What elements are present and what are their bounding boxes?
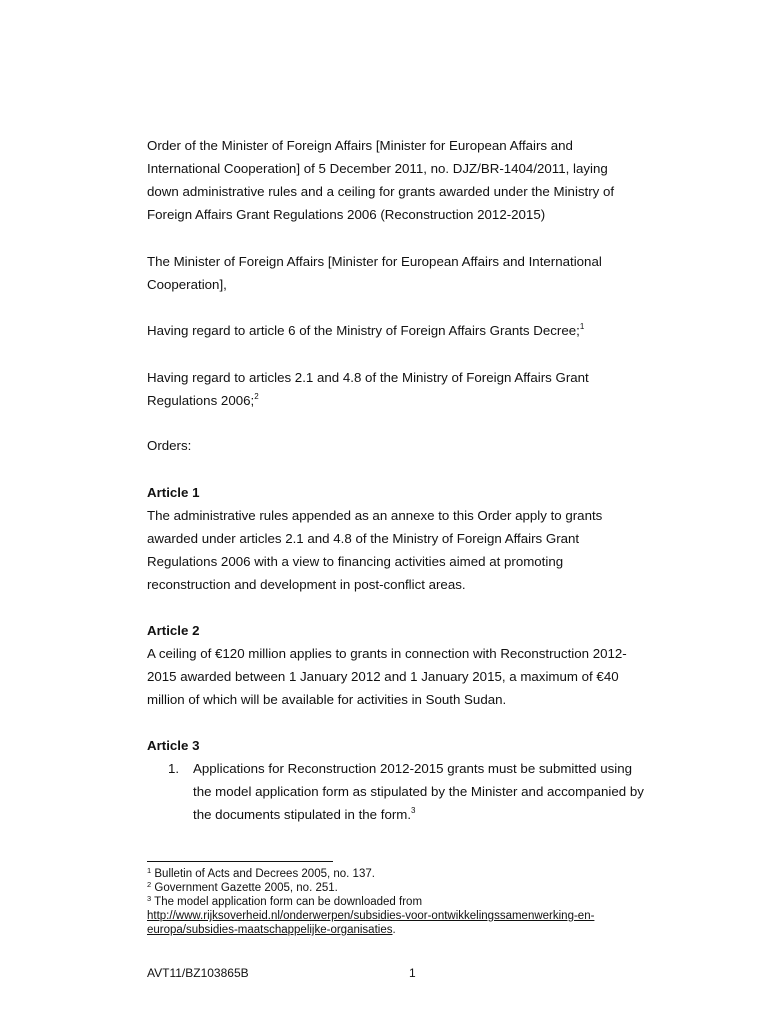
footnote-divider [147, 861, 333, 862]
article-line: 2015 awarded between 1 January 2012 and 1 January 2015, a maximum of €40 [147, 669, 619, 684]
footnote-2 [147, 881, 707, 895]
regard-text: Having regard to article 6 of the Ministry of Foreign Affairs Grants Decree; [147, 323, 580, 338]
footnote-text: Government Gazette 2005, no. 251. [154, 882, 338, 894]
article-heading: Article 3 [147, 738, 200, 753]
article-2 [147, 619, 677, 711]
footnote-number: 2 [147, 880, 152, 889]
list-item-line [193, 803, 688, 826]
orders-label: Orders: [147, 438, 192, 453]
title-line: International Cooperation] of 5 December 2011, no. DJZ/BR-1404/2011, laying [147, 161, 608, 176]
article-heading: Article 1 [147, 485, 200, 500]
title-line: down administrative rules and a ceiling for grants awarded under the Ministry of [147, 184, 615, 199]
regard-line: Having regard to articles 2.1 and 4.8 of the Ministry of Foreign Affairs Grant [147, 370, 589, 385]
minister-paragraph [147, 250, 677, 296]
list-item-line: the model application form as stipulated by the Minister and accompanied by [193, 784, 644, 799]
article-3-heading [147, 734, 677, 757]
minister-line: Cooperation], [147, 277, 227, 292]
list-item-line: Applications for Reconstruction 2012-2015 grants must be submitted using [193, 761, 633, 776]
article-line: Regulations 2006 with a view to financing activities aimed at promoting [147, 554, 564, 569]
footnote-text: The model application form can be downloaded from [154, 896, 423, 908]
regard-paragraph-1 [147, 319, 677, 342]
footnote-text: Bulletin of Acts and Decrees 2005, no. 137. [154, 868, 375, 880]
article-heading: Article 2 [147, 623, 200, 638]
footnote-ref: 2 [254, 392, 259, 401]
article-line: The administrative rules appended as an annexe to this Order apply to grants [147, 508, 603, 523]
regard-paragraph-2 [147, 366, 677, 412]
article-line: A ceiling of €120 million applies to grants in connection with Reconstruction 2012- [147, 646, 627, 661]
footnote-3 [147, 895, 707, 937]
footnote-number: 1 [147, 866, 152, 875]
article-line: million of which will be available for activities in South Sudan. [147, 692, 507, 707]
regard-line [147, 389, 677, 412]
application-form-link[interactable] [147, 910, 594, 936]
footnote-number: 3 [147, 894, 152, 903]
regard-text: Regulations 2006; [147, 393, 255, 408]
footnote-period: . [392, 924, 396, 936]
article-line: reconstruction and development in post-conflict areas. [147, 577, 466, 592]
footnote-1 [147, 867, 707, 881]
footnote-ref: 3 [411, 806, 416, 815]
title-line: Foreign Affairs Grant Regulations 2006 (Reconstruction 2012-2015) [147, 207, 546, 222]
list-item-text: the documents stipulated in the form. [193, 807, 412, 822]
title-line: Order of the Minister of Foreign Affairs [Minister for European Affairs and [147, 138, 573, 153]
link-line: http://www.rijksoverheid.nl/onderwerpen/subsidies-voor-ontwikkelingssamenwerking-en- [147, 910, 595, 922]
document-reference: AVT11/BZ103865B [147, 966, 249, 980]
article-1 [147, 481, 677, 596]
page-number: 1 [409, 966, 416, 980]
article-line: awarded under articles 2.1 and 4.8 of the Ministry of Foreign Affairs Grant [147, 531, 580, 546]
footnote-ref: 1 [579, 322, 585, 331]
minister-line: The Minister of Foreign Affairs [Minister for European Affairs and International [147, 254, 602, 269]
list-number: 1. [168, 761, 180, 776]
order-title [147, 134, 677, 226]
link-line: europa/subsidies-maatschappelijke-organisaties [147, 924, 393, 936]
article-3-item-1 [168, 757, 688, 826]
